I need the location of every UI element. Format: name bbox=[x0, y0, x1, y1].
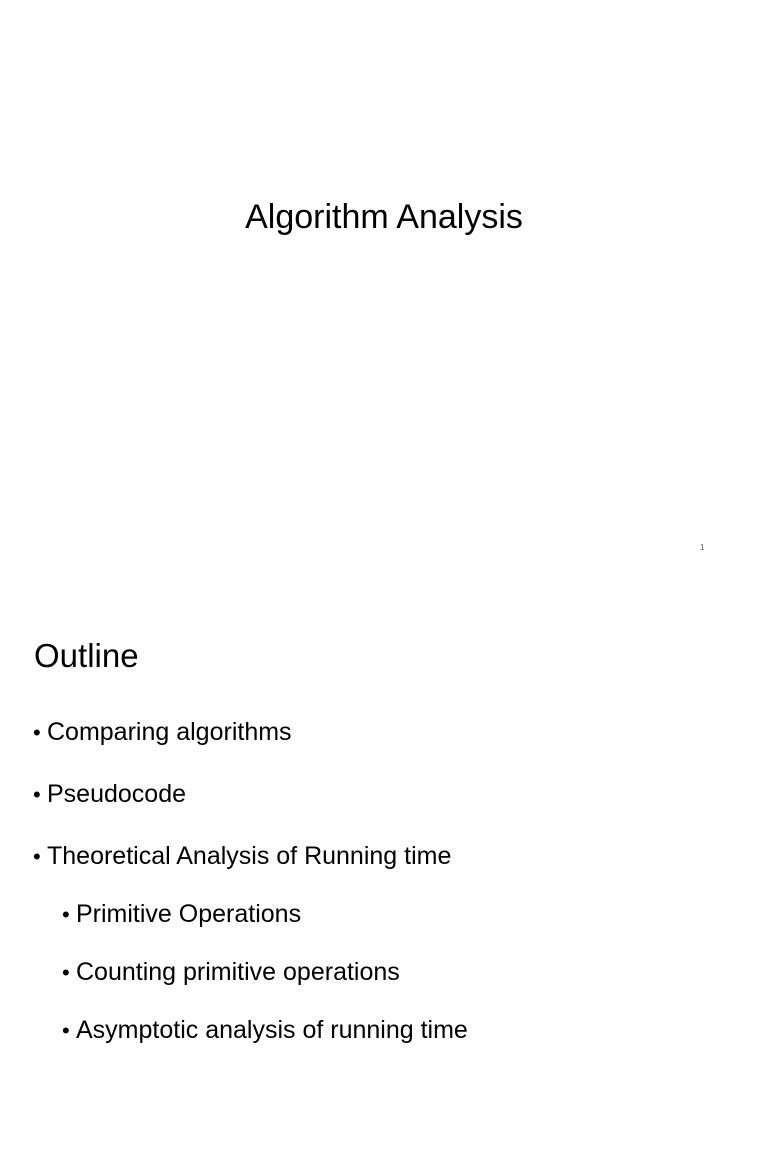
slide-title: Outline bbox=[34, 637, 139, 674]
slide-1 bbox=[0, 0, 768, 576]
bullet-icon: • bbox=[33, 720, 41, 745]
slide-title: Algorithm Analysis bbox=[245, 198, 523, 236]
list-item bbox=[33, 840, 451, 873]
list-item-text: Asymptotic analysis of running time bbox=[76, 1016, 468, 1044]
slide-number: 1 bbox=[700, 543, 705, 552]
list-item-text: Counting primitive operations bbox=[76, 958, 400, 986]
bullet-icon: • bbox=[62, 1018, 70, 1043]
list-item bbox=[62, 898, 301, 931]
list-item bbox=[62, 1014, 468, 1047]
list-item bbox=[33, 716, 292, 749]
bullet-icon: • bbox=[33, 844, 41, 869]
list-item-text: Pseudocode bbox=[47, 780, 187, 808]
list-item-text: Theoretical Analysis of Running time bbox=[47, 842, 452, 870]
list-item bbox=[62, 956, 400, 989]
list-item-text: Comparing algorithms bbox=[47, 718, 292, 746]
bullet-icon: • bbox=[62, 902, 70, 927]
bullet-list bbox=[0, 582, 768, 1158]
bullet-icon: • bbox=[33, 782, 41, 807]
list-item bbox=[33, 778, 186, 811]
slide-2 bbox=[0, 582, 768, 1158]
list-item-text: Primitive Operations bbox=[76, 900, 302, 928]
bullet-icon: • bbox=[62, 960, 70, 985]
